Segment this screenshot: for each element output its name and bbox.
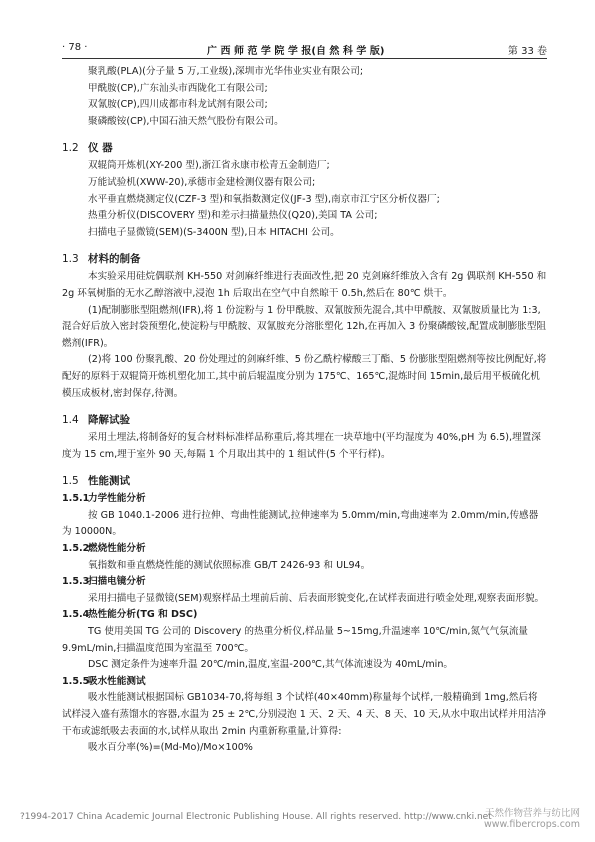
section-title: 降解试验 xyxy=(88,414,130,427)
running-header xyxy=(62,40,547,56)
material-item: 双氰胺(CP),四川成都市科龙试剂有限公司; xyxy=(88,99,268,111)
section-heading-1-3 xyxy=(62,249,547,269)
instrument-item: 扫描电子显微镜(SEM)(S-3400N 型),日本 HITACHI 公司。 xyxy=(88,226,340,238)
paragraph: 采用土埋法,将制备好的复合材料标准样品称重后,将其埋在一块草地中(平均湿度为 40%,pH 为 6.5),埋置深度为 15 cm,埋于室外 90 天,每隔 1 个月取出其中的 1 组试件(5 个平行样)。 xyxy=(62,432,541,460)
subsection-number: 1.5.3 xyxy=(62,576,90,588)
header-rule xyxy=(62,58,547,59)
paragraph: TG 使用美国 TG 公司的 Discovery 的热重分析仪,样品量 5~15mg,升温速率 10℃/min,氮气气氛流量 9.9mL/min,扫描温度范围为室温至 700℃。 xyxy=(62,626,529,654)
instrument-item: 热重分析仪(DISCOVERY 型)和差示扫描量热仪(Q20),美国 TA 公司; xyxy=(88,210,378,222)
subsection-title: 热性能分析(TG 和 DSC) xyxy=(88,609,198,621)
materials-list xyxy=(62,64,547,130)
subsection-heading-1-5-1 xyxy=(62,491,547,508)
watermark xyxy=(484,808,580,830)
section-title: 性能测试 xyxy=(88,475,130,488)
subsection-heading-1-5-2 xyxy=(62,541,547,558)
page-footer xyxy=(20,808,580,830)
paragraph: 吸水性能测试根据国标 GB1034-70,将每组 3 个试样(40×40mm)称量每个试样,一般精确到 1mg,然后将试样浸入盛有蒸馏水的容器,水温为 25 ± 2℃,分别浸泡 1 天、2 天、4 天、8 天、10 天,从水中取出试样并用洁净干布或滤纸吸去表面的水,试样从取出 2min 内重新称重量,计算得: xyxy=(62,692,547,737)
watermark-cn: 天然作物营养与纺比网 xyxy=(484,808,580,819)
paragraph: 采用扫描电子显微镜(SEM)观察样品土埋前后前、后表面形貌变化,在试样表面进行喷金处理,观察表面形貌。 xyxy=(88,592,545,604)
subsection-number: 1.5.4 xyxy=(62,609,90,621)
watermark-en: www.fibercrops.com xyxy=(483,819,580,830)
subsection-title: 扫描电镜分析 xyxy=(88,576,146,588)
paragraph: (1)配制膨胀型阻燃剂(IFR),将 1 份淀粉与 1 份甲酰胺、双氰胺预先混合,其中甲酰胺、双氰胺质量比为 1:3,混合好后放入密封袋预塑化,使淀粉与甲酰胺、双氰胺充分溶胀塑化 12h,在再加入 3 份聚磷酸铵,配置成制膨胀型阻燃剂(IFR)。 xyxy=(62,304,547,349)
subsection-heading-1-5-4 xyxy=(62,607,547,624)
section-number: 1.2 xyxy=(62,142,79,155)
section-number: 1.3 xyxy=(62,253,79,266)
section-title: 材料的制备 xyxy=(88,253,141,266)
subsection-number: 1.5.2 xyxy=(62,543,90,555)
subsection-title: 力学性能分析 xyxy=(88,493,146,505)
instrument-item: 万能试验机(XWW-20),承德市金建检测仪器有限公司; xyxy=(88,176,316,188)
instrument-item: 双辊筒开炼机(XY-200 型),浙江省永康市松青五金制造厂; xyxy=(88,160,330,172)
material-item: 甲酰胺(CP),广东汕头市西陇化工有限公司; xyxy=(88,82,268,94)
section-heading-1-4 xyxy=(62,410,547,430)
material-item: 聚磷酸铵(CP),中国石油天然气股份有限公司。 xyxy=(88,115,284,127)
paragraph: DSC 测定条件为速率升温 20℃/min,温度,室温-200℃,其气体流速设为 40mL/min。 xyxy=(88,659,454,671)
subsection-heading-1-5-5 xyxy=(62,674,547,691)
section-number: 1.5 xyxy=(62,475,79,488)
subsection-title: 吸水性能测试 xyxy=(88,675,146,687)
section-heading-1-5 xyxy=(62,471,547,491)
paragraph: 氧指数和垂直燃烧性能的测试依照标准 GB/T 2426-93 和 UL94。 xyxy=(88,559,371,571)
section-heading-1-2 xyxy=(62,138,547,158)
material-item: 聚乳酸(PLA)(分子量 5 万,工业级),深圳市光华伟业实业有限公司; xyxy=(88,66,364,77)
subsection-heading-1-5-3 xyxy=(62,574,547,591)
paragraph: (2)将 100 份聚乳酸、20 份处理过的剑麻纤维、5 份乙酰柠檬酸三丁酯、5 份膨胀型阻燃剂等按比例配好,将配好的原料于双辊筒开炼机塑化加工,其中前后辊温度分别为 175℃、165℃,混炼时间 15min,最后用平板硫化机模压成板材,密封保存,待测。 xyxy=(62,354,547,399)
section-title: 仪 器 xyxy=(88,142,113,155)
page-number: · 78 · xyxy=(62,42,88,53)
section-number: 1.4 xyxy=(62,414,79,427)
paragraph: 按 GB 1040.1-2006 进行拉伸、弯曲性能测试,拉伸速率为 5.0mm/min,弯曲速率为 2.0mm/min,传感器为 10000N。 xyxy=(62,509,539,538)
subsection-number: 1.5.5 xyxy=(62,675,90,687)
subsection-title: 燃烧性能分析 xyxy=(88,543,146,555)
subsection-number: 1.5.1 xyxy=(62,493,90,505)
paragraph: 本实验采用硅烷偶联剂 KH-550 对剑麻纤维进行表面改性,把 20 克剑麻纤维放入含有 2g 偶联剂 KH-550 和 2g 环氧树脂的无水乙醇溶液中,浸泡 1h 后取出在空气中自然晾干 0.5h,然后在 80℃ 烘干。 xyxy=(62,271,547,299)
instrument-item: 水平垂直燃烧测定仪(CZF-3 型)和氧指数测定仪(JF-3 型),南京市江宁区分析仪器厂; xyxy=(88,193,440,205)
formula-line: 吸水百分率(%)=(Md-Mo)/Mo×100% xyxy=(88,742,253,754)
copyright-notice: ?1994-2017 China Academic Journal Electronic Publishing House. All rights reserved. http://www.cnki.net xyxy=(20,812,492,822)
journal-name: 广 西 师 范 学 院 学 报(自 然 科 学 版) xyxy=(207,46,385,57)
volume-number: 第 33 卷 xyxy=(507,46,547,57)
article-body xyxy=(62,64,547,757)
